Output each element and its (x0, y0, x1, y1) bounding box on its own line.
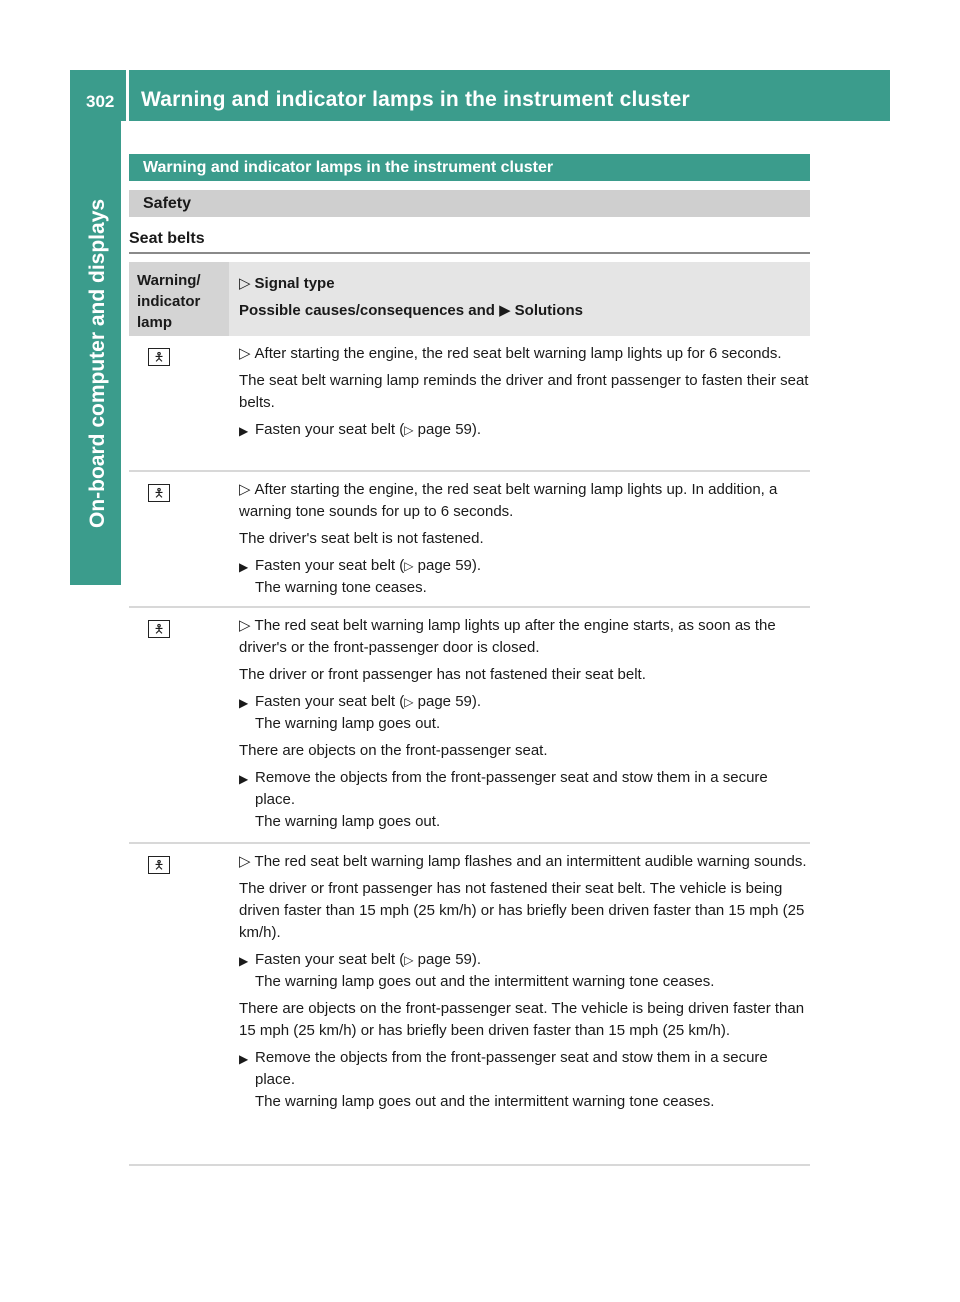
table-row (129, 472, 810, 608)
solution-step: ▶ Remove the objects from the front-passenger seat and stow them in a secure place. The warning lamp goes out. (239, 767, 810, 833)
solution-step: ▶ Fasten your seat belt (▷ page 59). The warning lamp goes out. (239, 691, 810, 735)
table-row (129, 844, 810, 1166)
lamp-column-header: Warning/ indicator lamp (129, 262, 229, 336)
result-text: The warning lamp goes out. (255, 813, 441, 830)
page-reference-link[interactable]: page 59). (417, 421, 482, 438)
cause-text: The driver or front passenger has not fastened their seat belt. The vehicle is being driven faster than 15 mph (25 km/h) or has briefly been driven faster than 15 mph (25 km/h). (239, 880, 805, 941)
seat-belt-warning-lamp-icon: 🯅 (148, 856, 170, 874)
solution-step: ▶ Remove the objects from the front-passenger seat and stow them in a secure place. The warning lamp goes out and the intermittent warning tone ceases. (239, 1047, 810, 1113)
topic-title: Seat belts (129, 230, 810, 254)
page-reference-link[interactable]: page 59). (417, 557, 482, 574)
page-number: 302 (70, 70, 126, 121)
signal-type-icon: ▷ (239, 345, 251, 362)
cause-text: The driver's seat belt is not fastened. (239, 530, 484, 547)
table-header (129, 262, 810, 336)
description-column-header: ▷ Signal type Possible causes/consequences and ▶ Solutions (239, 275, 583, 319)
action-arrow-icon: ▶ (239, 696, 249, 710)
solution-step: ▶ Fasten your seat belt (▷ page 59). The warning tone ceases. (239, 555, 810, 599)
page-reference-link[interactable]: page 59). (417, 951, 482, 968)
cause-text: There are objects on the front-passenger seat. (239, 742, 548, 759)
signal-type-icon: ▷ (239, 481, 251, 498)
action-arrow-icon: ▶ (239, 560, 249, 574)
table-row (129, 608, 810, 844)
solution-step: ▶ Fasten your seat belt (▷ page 59). The warning lamp goes out and the intermittent warning tone ceases. (239, 949, 810, 993)
action-arrow-icon: ▶ (239, 1052, 249, 1066)
table-row (129, 336, 810, 472)
page-reference-link[interactable]: page 59). (417, 693, 482, 710)
page-ref-icon: ▷ (404, 695, 414, 709)
section-title: Warning and indicator lamps in the instrument cluster (129, 154, 810, 181)
signal-description: ▷ After starting the engine, the red seat belt warning lamp lights up. In addition, a warning tone sounds for up to 6 seconds. (239, 481, 778, 520)
page-ref-icon: ▷ (404, 559, 414, 573)
result-text: The warning tone ceases. (255, 579, 427, 596)
signal-description: ▷ After starting the engine, the red seat belt warning lamp lights up for 6 seconds. (239, 345, 782, 362)
seat-belt-warning-lamp-icon: 🯅 (148, 348, 170, 366)
signal-description: ▷ The red seat belt warning lamp flashes and an intermittent audible warning sounds. (239, 853, 807, 870)
action-arrow-icon: ▶ (239, 772, 249, 786)
seat-belt-warning-lamp-icon: 🯅 (148, 620, 170, 638)
signal-type-icon: ▷ (239, 275, 251, 292)
result-text: The warning lamp goes out and the intermittent warning tone ceases. (255, 973, 715, 990)
seat-belt-warning-lamp-icon: 🯅 (148, 484, 170, 502)
signal-description: ▷ The red seat belt warning lamp lights up after the engine starts, as soon as the driver's or the front-passenger door is closed. (239, 617, 776, 656)
subsection-title: Safety (129, 190, 810, 217)
signal-type-icon: ▷ (239, 853, 251, 870)
action-arrow-icon: ▶ (239, 954, 249, 968)
signal-type-icon: ▷ (239, 617, 251, 634)
result-text: The warning lamp goes out and the intermittent warning tone ceases. (255, 1093, 715, 1110)
solution-arrow-icon: ▶ (499, 302, 511, 319)
action-arrow-icon: ▶ (239, 424, 249, 438)
cause-text: The driver or front passenger has not fastened their seat belt. (239, 666, 646, 683)
cause-text: The seat belt warning lamp reminds the driver and front passenger to fasten their seat belts. (239, 372, 809, 411)
warning-lamp-table (129, 262, 810, 1166)
result-text: The warning lamp goes out. (255, 715, 441, 732)
cause-text: There are objects on the front-passenger seat. The vehicle is being driven faster than 15 mph (25 km/h) or has briefly been driven faster than 15 mph (25 km/h). (239, 1000, 805, 1039)
page-ref-icon: ▷ (404, 953, 414, 967)
solution-step: ▶ Fasten your seat belt (▷ page 59). (239, 419, 810, 442)
page-ref-icon: ▷ (404, 423, 414, 437)
page-header-title: Warning and indicator lamps in the instrument cluster (129, 70, 890, 121)
side-chapter-label: On-board computer and displays (86, 198, 109, 528)
